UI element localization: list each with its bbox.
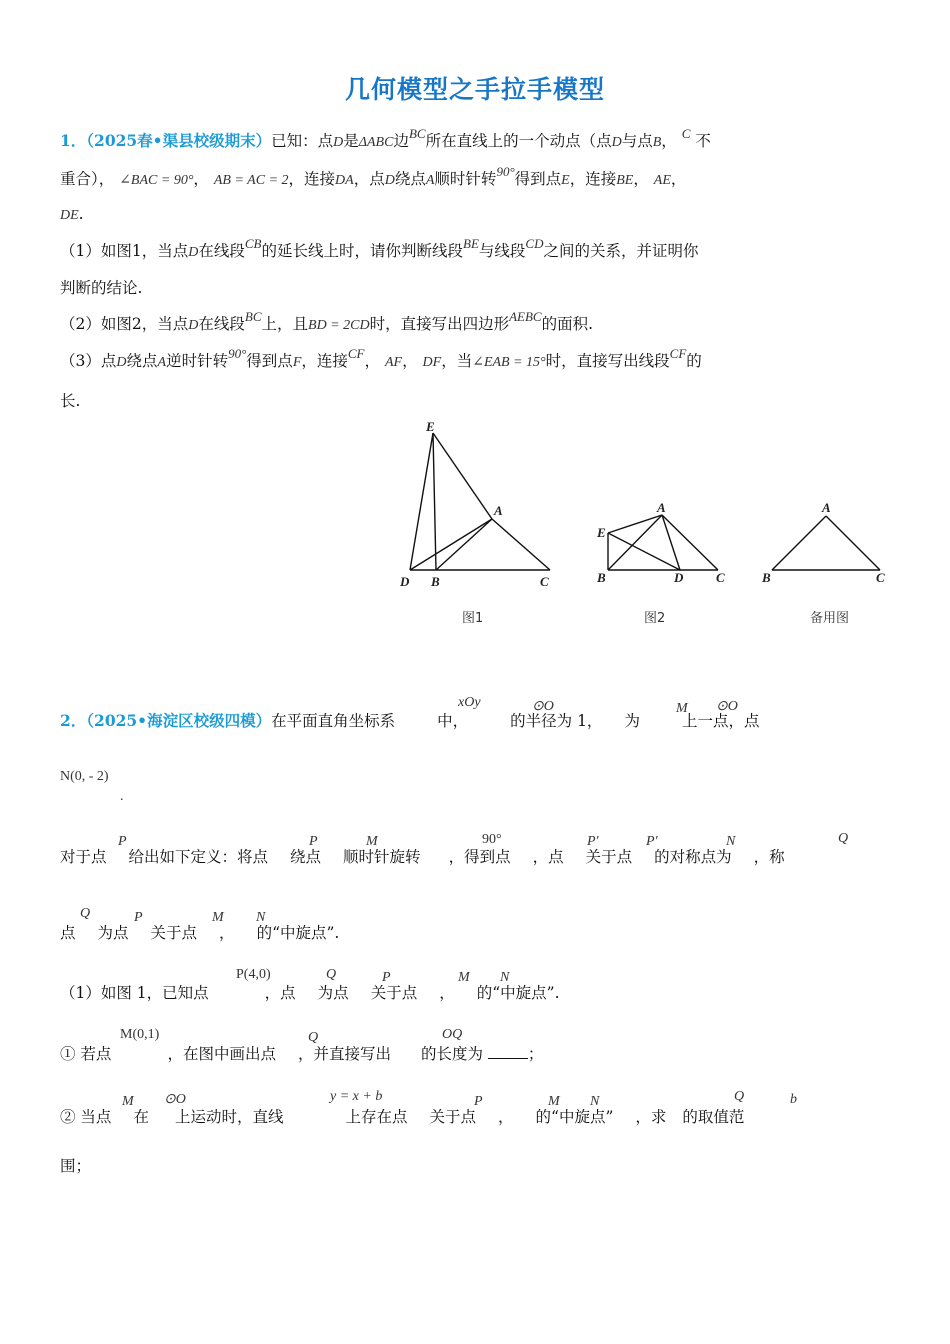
math-A: A [157,355,167,370]
q1-text: 上，且 [261,315,309,333]
q1-text: ，连接 [301,352,348,370]
math-angle-bac: ∠BAC = 90° [119,173,194,188]
math-M: M [548,1094,560,1109]
q1-text: 是 [343,132,359,150]
label-B: B [597,570,606,585]
q1-line-1 [60,126,711,154]
q2-source: （2025•海淀区校级四模） [86,711,272,730]
q2-text: 的取值范 [682,1108,745,1126]
math-N: N [590,1094,600,1109]
math-CF: CF [669,346,687,361]
math-circle-O: ⊙O [532,699,554,714]
math-P-4-0: P(4,0) [236,967,271,982]
q1-text: （2）如图2，当点 [60,315,189,333]
math-N: N [726,834,736,849]
math-F: F [292,355,302,370]
q1-text: ， [402,352,418,370]
q1-text: 不 [695,132,711,150]
math-CD: CD [525,236,544,251]
math-A: A [425,173,435,188]
q2-text: ，并直接写出 [297,1045,391,1063]
math-90deg: 90° [496,164,515,179]
q1-part-2 [60,309,594,337]
q2-text: 点 [60,924,76,942]
math-Q: Q [326,967,337,982]
figure-2 [596,500,725,626]
label-E: E [426,419,435,434]
q1-text: 长. [60,392,81,410]
math-DA: DA [335,173,354,188]
math-BE: BE [463,236,479,251]
q2-text: ，点 [532,848,564,866]
math-M-0-1: M(0,1) [120,1027,160,1042]
math-CF: CF [347,346,365,361]
label-A: A [822,500,831,515]
math-P: P [309,834,318,849]
math-BC: BC [244,309,262,324]
q1-text: 的面积. [541,315,594,333]
q1-text: 重合）， [60,170,115,188]
q2-line-1 [60,710,759,732]
math-P-prime: P′ [646,834,658,849]
label-A: A [494,503,503,518]
math-bd-2cd: BD = 2CD [308,318,370,333]
q1-part-1-cont [60,277,142,299]
q1-text: ， [670,170,687,188]
math-D: D [188,318,199,333]
label-B: B [762,570,771,585]
q2-text: 为点 [97,924,129,942]
q1-text: 的 [686,352,702,370]
label-C: C [540,574,549,589]
math-line-y-x-b: y = x + b [330,1089,383,1104]
math-M: M [676,701,688,716]
q1-text: 在线段 [198,242,245,260]
q1-text: ，点 [353,170,385,188]
math-P: P [134,910,143,925]
math-circle-O: ⊙O [716,699,738,714]
q2-text: ， [219,924,235,942]
q2-text: 中， [437,712,469,730]
q2-text: ， [439,984,455,1002]
q2-text: ； [527,1045,544,1063]
math-N-point: N(0, - 2) [60,769,109,784]
q2-text: 的半径为 1， [510,712,603,730]
math-DE: DE [60,208,79,223]
q2-text: 上一点，点 [681,712,760,730]
math-OQ: OQ [442,1027,463,1042]
math-AEBC: AEBC [509,309,542,324]
q2-text: 上运动时，直线 [174,1108,284,1126]
answer-blank[interactable] [488,1044,528,1059]
q2-text: 上存在点 [345,1108,408,1126]
q1-text: 已知：点 [271,132,334,150]
q2-text: 给出如下定义：将点 [128,848,269,866]
math-C: C [681,126,691,141]
q1-source: （2025春•渠县校级期末） [86,131,272,150]
q2-sub-1 [60,1043,543,1065]
q1-text: ， [661,132,677,150]
q1-number: 1． [60,131,87,150]
math-90deg: 90° [228,346,247,361]
q1-text: （1）如图1，当点 [60,242,189,260]
math-P: P [118,834,127,849]
q2-text: ，称 [753,848,785,866]
q2-definition-1 [60,846,785,868]
q2-text: 为点 [317,984,349,1002]
q2-sub-2 [60,1106,744,1128]
label-C: C [716,570,725,585]
label-A: A [657,500,666,515]
page-title: 几何模型之手拉手模型 [344,75,605,104]
math-D: D [116,355,127,370]
q2-text: （1）如图 1，已知点 [60,984,209,1002]
math-M: M [212,910,224,925]
math-BC: BC [408,126,426,141]
q2-text: 绕点 [290,848,322,866]
q1-line-3 [60,203,84,227]
q1-text: 边 [393,132,409,150]
math-P: P [382,970,391,985]
q1-text: ，连接 [288,170,336,188]
math-BE: BE [616,173,634,188]
math-Q: Q [80,906,91,921]
math-M: M [366,834,378,849]
q1-part-1 [60,236,699,264]
math-D: D [384,173,395,188]
q1-text: ， [633,170,649,188]
q1-figures [390,415,900,635]
q1-text: ，连接 [569,170,617,188]
label-D: D [400,574,410,589]
q1-text: 时，直接写出线段 [545,352,670,370]
q2-text: ① 若点 [60,1045,112,1063]
q2-text: ，在图中画出点 [167,1045,276,1063]
q2-text: 关于点 [585,848,633,866]
q1-text: 所在直线上的一个动点（点 [425,132,612,150]
q1-text: ，当 [441,352,473,370]
q2-text: ， [498,1108,514,1126]
q1-text: 之间的关系，并证明你 [543,242,699,260]
q2-part-1 [60,982,560,1004]
label-E: E [597,525,606,540]
label-C: C [876,570,885,585]
q1-text: ， [364,352,381,370]
math-b: b [790,1092,797,1107]
math-Q: Q [838,831,849,846]
q1-text: . [78,205,84,223]
math-Q: Q [308,1030,319,1045]
q2-definition-2 [60,922,339,944]
q2-number: 2． [60,711,87,730]
q2-text: 关于点 [370,984,418,1002]
q1-text: 得到点 [514,170,562,188]
math-90deg: 90° [482,832,502,847]
figure-1 [399,419,550,626]
q1-text: ， [193,170,209,188]
q2-text: 的“中旋点”. [256,924,340,942]
math-AF: AF [384,355,403,370]
q1-text: 在线段 [198,315,245,333]
math-CB: CB [244,236,262,251]
math-ab-ac: AB = AC = 2 [213,173,289,188]
math-circle-O: ⊙O [164,1092,186,1107]
math-B: B [652,135,662,150]
q1-text: 绕点 [394,170,426,188]
q2-text: 为 [624,712,640,730]
math-Q: Q [734,1089,745,1104]
q1-text: 与线段 [478,242,526,260]
math-P: P [474,1094,483,1109]
math-D: D [611,135,622,150]
q1-part-3 [60,346,702,374]
q2-sub-2-cont [60,1155,91,1177]
q2-text: ② 当点 [60,1108,112,1126]
q2-text: 关于点 [429,1108,476,1126]
q2-text: ，得到点 [448,848,511,866]
math-P-prime: P′ [587,834,599,849]
label-D: D [674,570,684,585]
math-M: M [458,970,470,985]
q2-text: 在平面直角坐标系 [271,712,396,730]
math-N: N [500,970,510,985]
q1-text: 判断的结论. [60,279,143,297]
math-N: N [256,910,266,925]
math-D: D [188,245,199,260]
q2-text: 顺时针旋转 [343,848,421,866]
q1-text: 逆时针转 [166,352,229,370]
label-B: B [431,574,440,589]
math-E: E [561,173,570,188]
figure-1-caption: 图1 [462,611,484,626]
q2-text: 的长度为 [420,1045,483,1063]
math-D: D [333,135,344,150]
q2-text: 在 [133,1108,149,1126]
q1-text: （3）点 [60,352,117,370]
q2-text: ，点 [264,984,296,1002]
q2-text: 的“中旋点” [535,1108,614,1126]
q1-text: 得到点 [246,352,293,370]
q1-text: 与点 [621,132,653,150]
q1-text: 顺时针转 [434,170,497,188]
figure-3-caption: 备用图 [810,611,850,626]
q1-line-2 [60,164,687,192]
math-AE: AE [653,173,671,188]
q1-part-3-cont [60,390,80,412]
q1-text: 绕点 [126,352,158,370]
figure-2-caption: 图2 [644,611,666,626]
q2-text: 对于点 [60,848,107,866]
q1-text: 时，直接写出四边形 [369,315,510,333]
q2-text: 关于点 [150,924,198,942]
figure-3 [761,500,885,626]
math-M: M [122,1094,134,1109]
math-triangle-abc: ΔABC [358,135,394,150]
math-angle-eab: ∠EAB = 15° [472,355,546,370]
q2-text: ，求 [635,1108,667,1126]
q2-dot: . [120,789,124,804]
math-xOy: xOy [458,695,481,710]
q2-text: 的“中旋点”. [476,984,560,1002]
math-DF: DF [422,355,442,370]
q2-text: 的对称点为 [654,848,732,866]
q2-text: 围； [60,1157,92,1175]
q1-text: 的延长线上时，请你判断线段 [261,242,464,260]
